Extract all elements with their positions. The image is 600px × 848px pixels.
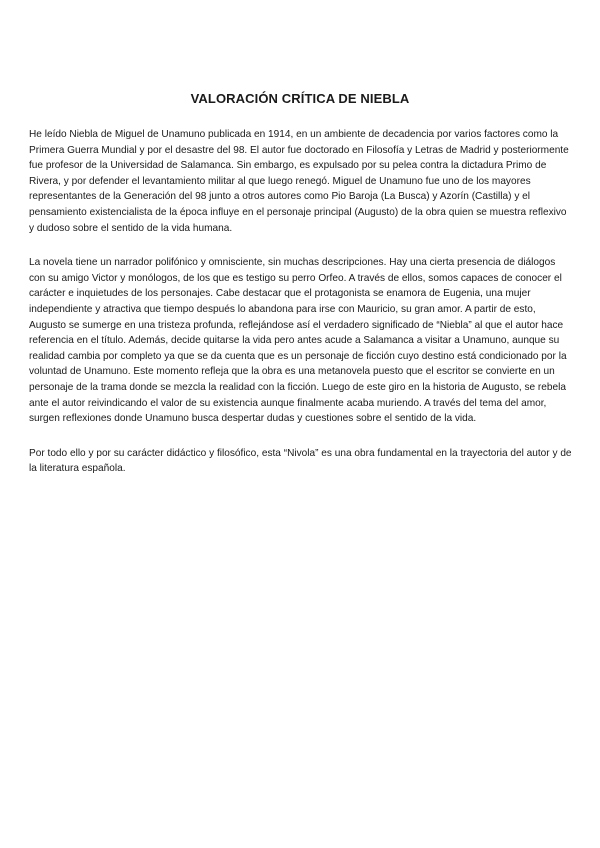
document-title: VALORACIÓN CRÍTICA DE NIEBLA	[190, 91, 410, 106]
paragraph-intro: He leído Niebla de Miguel de Unamuno publicada en 1914, en un ambiente de decadencia por varios factores como la Primera Guerra Mundial y por el desastre del 98. El autor fue doctorado en Filosofía y Letras de Madrid y posteriormente fue profesor de la Universidad de Salamanca. Sin embargo, es expulsado por su pelea contra la dictadura Primo de Rivera, y por defender el levantamiento militar al que luego renegó. Miguel de Unamuno fue uno de los mayores representantes de la Generación del 98 junto a otros autores como Pio Baroja (La Busca) y Azorín (Castilla) y el pensamiento existencialista de la época influye en el personaje principal (Augusto) de la obra quien se muestra reflexivo y dudoso sobre el sentido de la vida humana.	[29, 129, 569, 234]
paragraph-analysis: La novela tiene un narrador polifónico y omnisciente, sin muchas descripciones. Hay una cierta presencia de diálogos con su amigo Victor y monólogos, de los que es testigo su perro Orfeo. A través de ellos, somos capaces de conocer el carácter e inquietudes de los personajes. Cabe destacar que el protagonista se enamora de Eugenia, una mujer independiente y atractiva que tiempo después lo abandona para irse con Mauricio, su gran amor. A partir de esto, Augusto se sumerge en una tristeza profunda, reflejándose así el verdadero significado de “Niebla” al que el autor hace referencia en el título. Además, decide quitarse la vida pero antes acude a Salamanca a visitar a Unamuno, aunque su realidad cambia por completo ya que se da cuenta que es un personaje de ficción cuyo destino está condicionado por la voluntad de Unamuno. Este momento refleja que la obra es una metanovela puesto que el escritor se convierte en un personaje de la trama donde se mezcla la realidad con la ficción. Luego de este giro en la historia de Augusto, se rebela ante el autor reivindicando el valor de su existencia aunque finalmente acaba muriendo. A través del tema del amor, surgen reflexiones donde Unamuno busca despertar dudas y cuestiones sobre el sentido de la vida.	[29, 257, 567, 425]
paragraph-conclusion: Por todo ello y por su carácter didáctico y filosófico, esta “Nivola” es una obra fundamental en la trayectoria del autor y de la literatura española.	[29, 447, 572, 475]
document-body	[29, 127, 572, 496]
